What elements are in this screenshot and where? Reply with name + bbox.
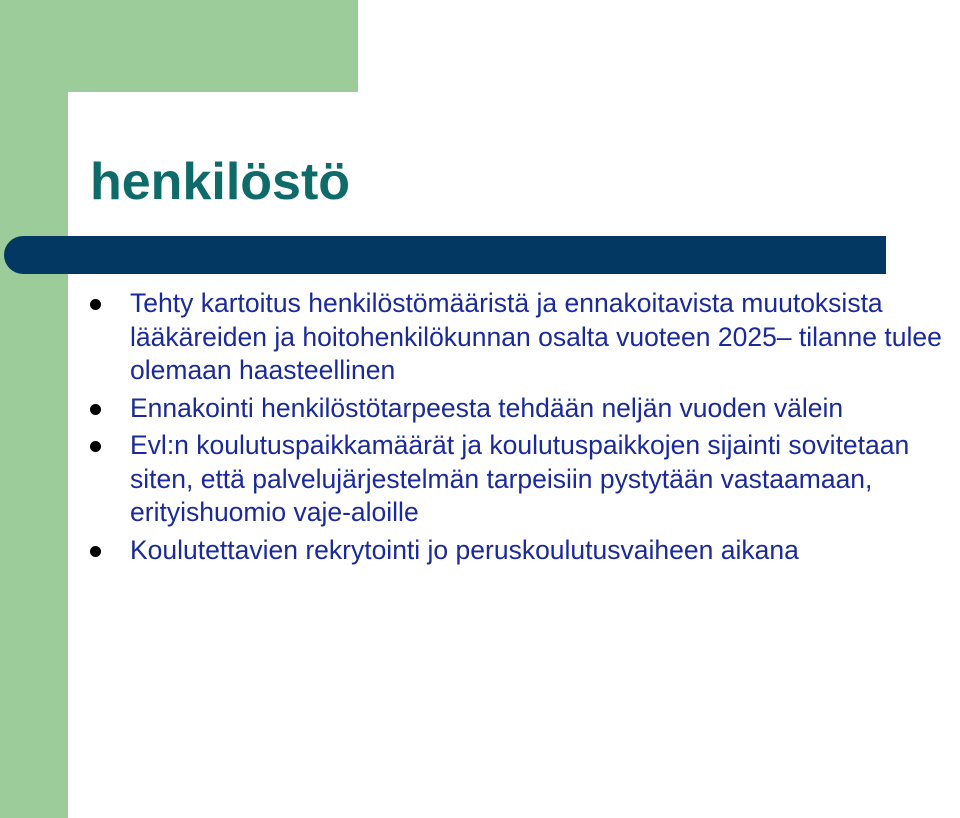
slide-title: henkilöstö [90, 153, 351, 211]
title-divider-bar [4, 236, 886, 274]
bullet-dot-icon [90, 299, 101, 310]
bullet-item-4 [90, 534, 950, 568]
bullet-item-2 [90, 392, 950, 426]
bullet-dot-icon [90, 441, 101, 452]
bullet-item-1 [90, 287, 950, 388]
bullet-text-2: Ennakointi henkilöstötarpeesta tehdään neljän vuoden välein [130, 392, 844, 423]
decorative-green-left-band [0, 0, 68, 818]
bullet-text-4: Koulutettavien rekrytointi jo peruskoulutusvaiheen aikana [130, 534, 799, 565]
bullet-dot-icon [90, 404, 101, 415]
bullet-dot-icon [90, 546, 101, 557]
bullet-item-3 [90, 429, 950, 530]
bullet-list [90, 287, 950, 571]
bullet-text-3: Evl:n koulutuspaikkamäärät ja koulutuspaikkojen sijainti sovitetaan siten, että palvelujärjestelmän tarpeisiin pystytään vastaamaan, erityishuomio vaje-aloille [130, 430, 910, 527]
bullet-text-1: Tehty kartoitus henkilöstömääristä ja ennakoitavista muutoksista lääkäreiden ja hoitohenkilökunnan osalta vuoteen 2025– tilanne tulee olemaan haasteellinen [130, 288, 942, 385]
